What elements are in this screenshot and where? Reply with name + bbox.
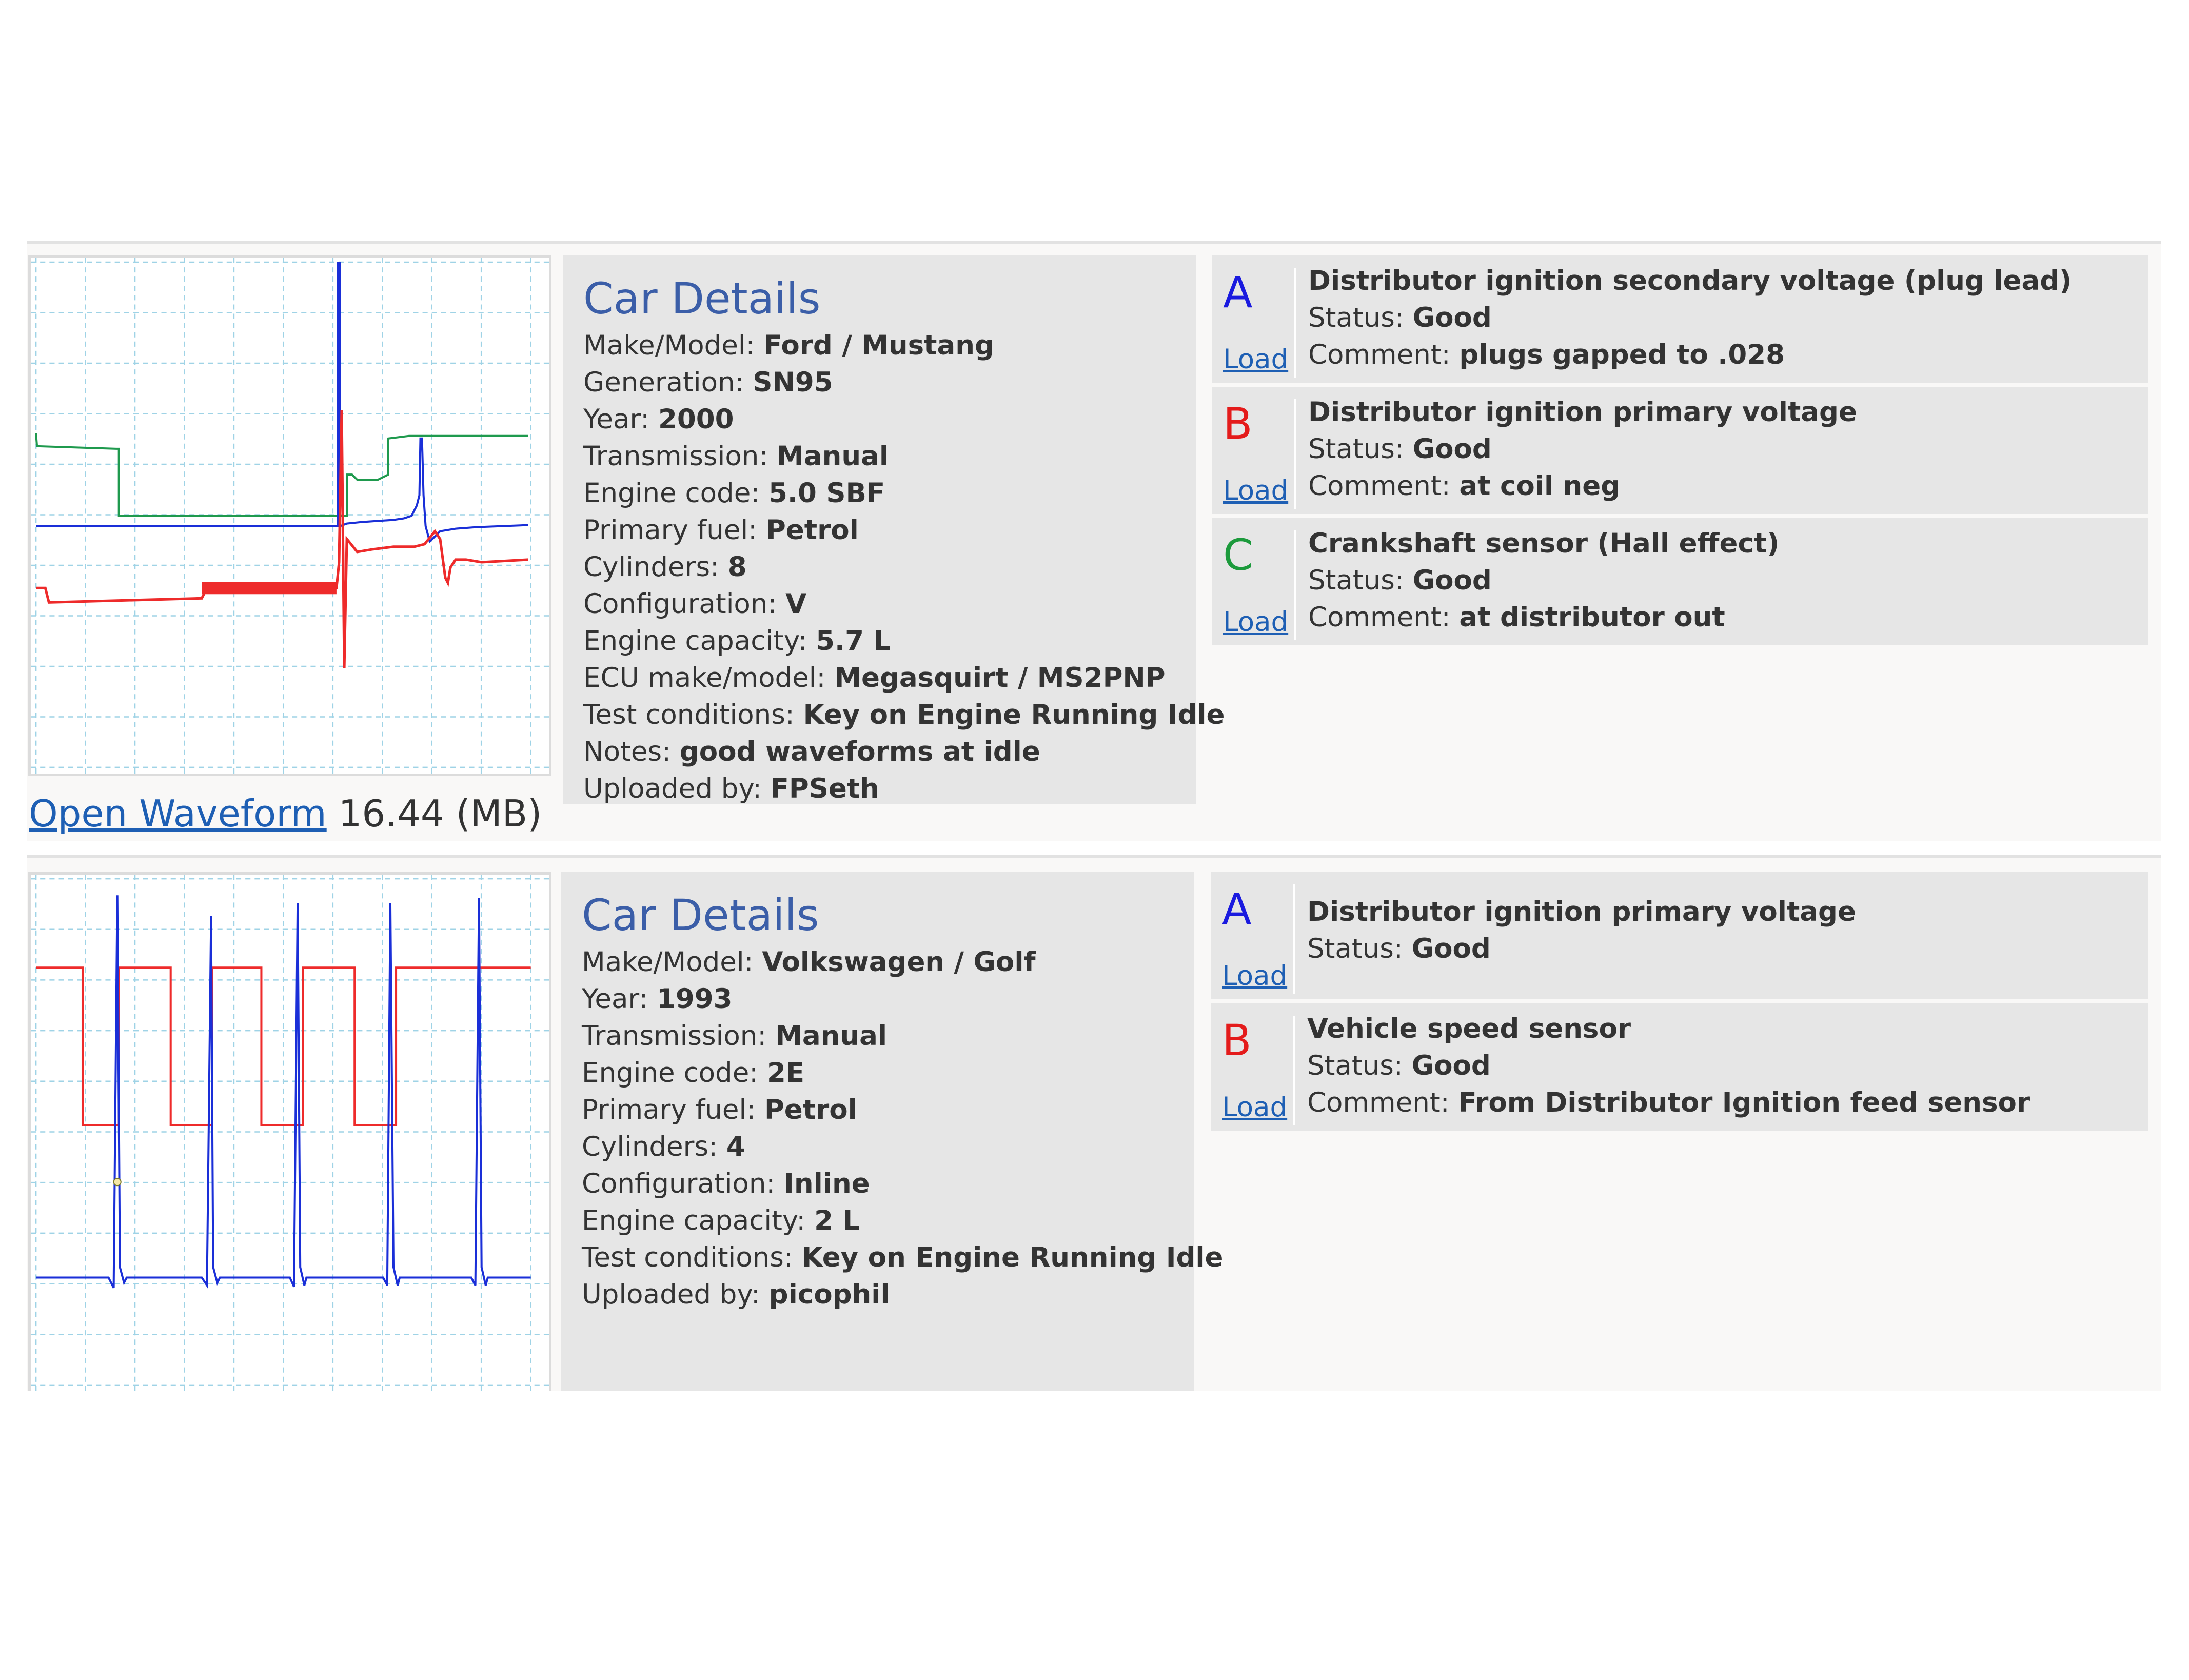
channel-info [1308,263,2072,373]
channel-letter: B [1223,399,1253,449]
load-channel-link[interactable]: Load [1222,960,1288,992]
detail-value: good waveforms at idle [679,736,1040,767]
detail-label: Configuration: [583,588,777,620]
waveform-trace-green [36,433,528,516]
channel-status-value: Good [1412,565,1492,596]
channel-divider [1294,399,1296,509]
detail-value: Key on Engine Running Idle [803,699,1225,730]
channel-letter: A [1222,884,1252,934]
channel-comment-label: Comment: [1308,470,1451,502]
waveform-noise-band [202,582,337,594]
channel-status-value: Good [1412,302,1492,333]
detail-row [583,734,1196,770]
channel-status-label: Status: [1307,1050,1403,1081]
channel-letter: A [1223,267,1253,318]
detail-label: Engine capacity: [583,625,807,657]
channel-comment-label: Comment: [1308,602,1451,633]
load-channel-link[interactable]: Load [1223,475,1289,506]
detail-row [583,660,1196,697]
channel-info [1308,525,1779,636]
channel-divider [1294,268,1296,378]
open-waveform-row [29,790,542,837]
channel-comment [1308,337,2072,373]
channel-card-a [1211,872,2148,999]
detail-value: 5.7 L [816,625,891,657]
detail-value: 4 [726,1131,745,1162]
detail-row [583,512,1196,549]
detail-row [582,944,1194,981]
detail-row [583,327,1196,364]
detail-label: Engine capacity: [582,1205,806,1236]
channel-status-value: Good [1411,933,1491,964]
channel-status-label: Status: [1307,933,1403,964]
car-details-panel [563,255,1225,804]
channel-title: Crankshaft sensor (Hall effect) [1308,528,1780,559]
channel-status-label: Status: [1308,565,1404,596]
detail-label: Notes: [583,736,671,767]
detail-label: Cylinders: [582,1131,718,1162]
detail-label: ECU make/model: [583,662,826,694]
waveform-entry-2 [27,858,2161,1391]
channel-status [1308,562,1779,599]
channel-title: Distributor ignition primary voltage [1307,896,1856,927]
detail-value: SN95 [753,367,833,398]
detail-value: 2 L [814,1205,860,1236]
detail-value: Volkswagen / Golf [762,946,1036,978]
channel-divider [1293,1016,1295,1125]
detail-value: Key on Engine Running Idle [801,1242,1224,1273]
detail-value: Petrol [765,515,859,546]
detail-value: picophil [768,1279,890,1310]
channel-card-a [1212,255,2148,383]
waveform-grid [31,875,549,1391]
channel-comment [1308,468,1857,505]
car-details-panel [561,872,1224,1391]
detail-label: Make/Model: [583,330,755,361]
detail-label: Generation: [583,367,744,398]
detail-value: Ford / Mustang [763,330,994,361]
detail-row [582,1129,1194,1165]
waveform-entry-1 [27,244,2161,841]
detail-label: Engine code: [582,1057,759,1089]
channel-status [1307,931,1856,967]
channel-divider [1293,884,1295,994]
waveform-thumbnail[interactable] [28,255,551,776]
detail-value: FPSeth [770,773,879,804]
open-waveform-link[interactable]: Open Waveform [29,792,327,835]
channel-status-value: Good [1411,1050,1491,1081]
detail-row [582,1276,1194,1313]
car-details-rows [582,944,1224,1313]
channel-letter: C [1223,530,1253,580]
channel-card-b [1212,387,2148,514]
load-channel-link[interactable]: Load [1223,606,1289,638]
channel-comment [1308,599,1779,636]
load-channel-link[interactable]: Load [1223,344,1289,375]
waveform-preview-1 [31,258,549,774]
detail-row [582,1239,1224,1276]
detail-label: Configuration: [582,1168,776,1199]
channel-letter: B [1222,1015,1252,1065]
channel-comment-label: Comment: [1308,339,1451,370]
channel-comment-value: at coil neg [1459,470,1621,502]
channel-comment-value: From Distributor Ignition feed sensor [1458,1087,2030,1118]
channel-status-value: Good [1412,433,1492,465]
waveform-thumbnail[interactable] [28,872,551,1391]
cursor-marker [114,1178,121,1185]
channel-title: Distributor ignition secondary voltage (plug lead) [1308,265,2072,297]
detail-value: Megasquirt / MS2PNP [834,662,1166,694]
detail-row [583,623,1196,660]
detail-row [583,770,1196,807]
channel-title: Vehicle speed sensor [1307,1013,1631,1044]
detail-row [583,364,1196,401]
detail-label: Uploaded by: [583,773,762,804]
detail-label: Test conditions: [582,1242,793,1273]
detail-value: Petrol [764,1094,857,1125]
detail-row [583,475,1196,512]
detail-row [582,1018,1194,1055]
load-channel-link[interactable]: Load [1222,1092,1288,1123]
detail-row [582,981,1194,1018]
detail-label: Primary fuel: [583,515,758,546]
detail-label: Year: [583,404,650,435]
detail-value: V [785,588,807,620]
detail-row [582,1202,1194,1239]
detail-label: Engine code: [583,478,760,509]
detail-label: Test conditions: [583,699,795,730]
car-details-heading: Car Details [583,273,821,324]
detail-label: Primary fuel: [582,1094,756,1125]
channel-comment-label: Comment: [1307,1087,1450,1118]
channel-comment-value: at distributor out [1459,602,1725,633]
detail-label: Year: [582,983,648,1015]
detail-row [582,1165,1194,1202]
detail-value: 1993 [657,983,733,1015]
waveform-trace-blue [36,263,528,542]
waveform-file-size: 16.44 (MB) [338,792,542,835]
detail-row [583,549,1196,586]
channel-title: Distributor ignition primary voltage [1308,397,1857,428]
channel-status [1307,1047,2030,1084]
detail-label: Transmission: [583,441,768,472]
channel-info [1307,894,1856,967]
detail-row [582,1092,1194,1129]
detail-row [583,401,1196,438]
channel-comment-value: plugs gapped to .028 [1459,339,1785,370]
detail-row [583,438,1196,475]
channel-divider [1294,530,1296,640]
detail-label: Cylinders: [583,551,719,583]
car-details-rows [583,327,1225,807]
detail-value: 8 [727,551,747,583]
detail-value: 2000 [658,404,734,435]
detail-value: 5.0 SBF [768,478,885,509]
channel-card-b [1211,1003,2148,1131]
detail-value: Inline [784,1168,870,1199]
detail-value: 2E [767,1057,805,1089]
detail-row [583,586,1196,623]
detail-label: Transmission: [582,1020,767,1052]
detail-value: Manual [775,1020,887,1052]
channel-status [1308,431,1857,468]
car-details-heading: Car Details [582,890,819,940]
channel-comment [1307,1084,2030,1121]
channel-card-c [1212,518,2148,645]
detail-row [583,697,1225,734]
channel-status-label: Status: [1308,302,1404,333]
detail-row [582,1055,1194,1092]
channel-status [1308,300,2072,337]
detail-label: Uploaded by: [582,1279,760,1310]
channel-info [1307,1011,2030,1121]
channel-info [1308,394,1857,505]
detail-label: Make/Model: [582,946,754,978]
channel-status-label: Status: [1308,433,1404,465]
detail-value: Manual [777,441,889,472]
waveform-preview-2 [31,875,549,1391]
